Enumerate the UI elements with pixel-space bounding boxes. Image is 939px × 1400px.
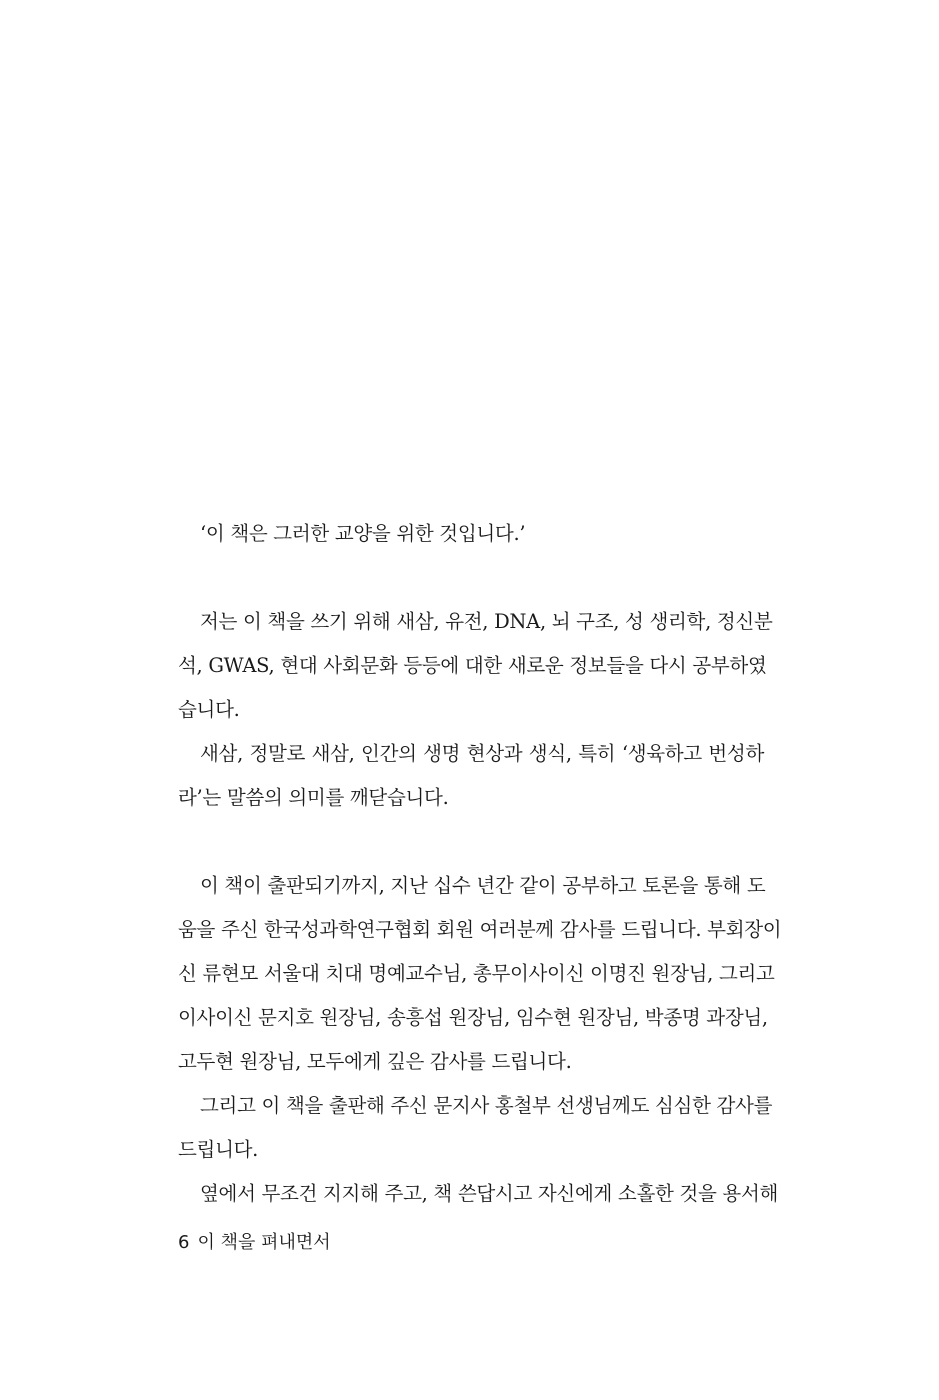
paragraph-line: 그리고 이 책을 출판해 주신 문지사 홍철부 선생님께도 심심한 감사를 xyxy=(200,1094,773,1117)
paragraph-line: 드립니다. xyxy=(178,1138,259,1161)
paragraph-line: 석, GWAS, 현대 사회문화 등등에 대한 새로운 정보들을 다시 공부하였 xyxy=(178,654,767,677)
paragraph-line: 이사이신 문지호 원장님, 송흥섭 원장님, 임수현 원장님, 박종명 과장님, xyxy=(178,1006,768,1029)
body-text xyxy=(178,512,782,1216)
page-number: 6 xyxy=(178,1232,190,1253)
paragraph-gap xyxy=(178,820,764,864)
paragraph-line: 고두현 원장님, 모두에게 깊은 감사를 드립니다. xyxy=(178,1050,572,1073)
paragraph-line: 새삼, 정말로 새삼, 인간의 생명 현상과 생식, 특히 ‘생육하고 번성하 xyxy=(200,742,764,765)
quote-line: ‘이 책은 그러한 교양을 위한 것입니다.’ xyxy=(200,522,526,545)
paragraph-line: 이 책이 출판되기까지, 지난 십수 년간 같이 공부하고 토론을 통해 도 xyxy=(200,874,766,897)
running-title: 이 책을 펴내면서 xyxy=(197,1232,331,1253)
paragraph-line: 옆에서 무조건 지지해 주고, 책 쓴답시고 자신에게 소홀한 것을 용서해 xyxy=(200,1182,779,1205)
page-footer xyxy=(178,1228,331,1258)
paragraph-line: 저는 이 책을 쓰기 위해 새삼, 유전, DNA, 뇌 구조, 성 생리학, 정신분 xyxy=(200,610,773,633)
paragraph-line: 움을 주신 한국성과학연구협회 회원 여러분께 감사를 드립니다. 부회장이 xyxy=(178,918,782,941)
paragraph-line: 라’는 말씀의 의미를 깨닫습니다. xyxy=(178,786,449,809)
paragraph-line: 신 류현모 서울대 치대 명예교수님, 총무이사이신 이명진 원장님, 그리고 xyxy=(178,962,775,985)
paragraph-gap xyxy=(178,556,764,600)
paragraph-line: 습니다. xyxy=(178,698,240,721)
